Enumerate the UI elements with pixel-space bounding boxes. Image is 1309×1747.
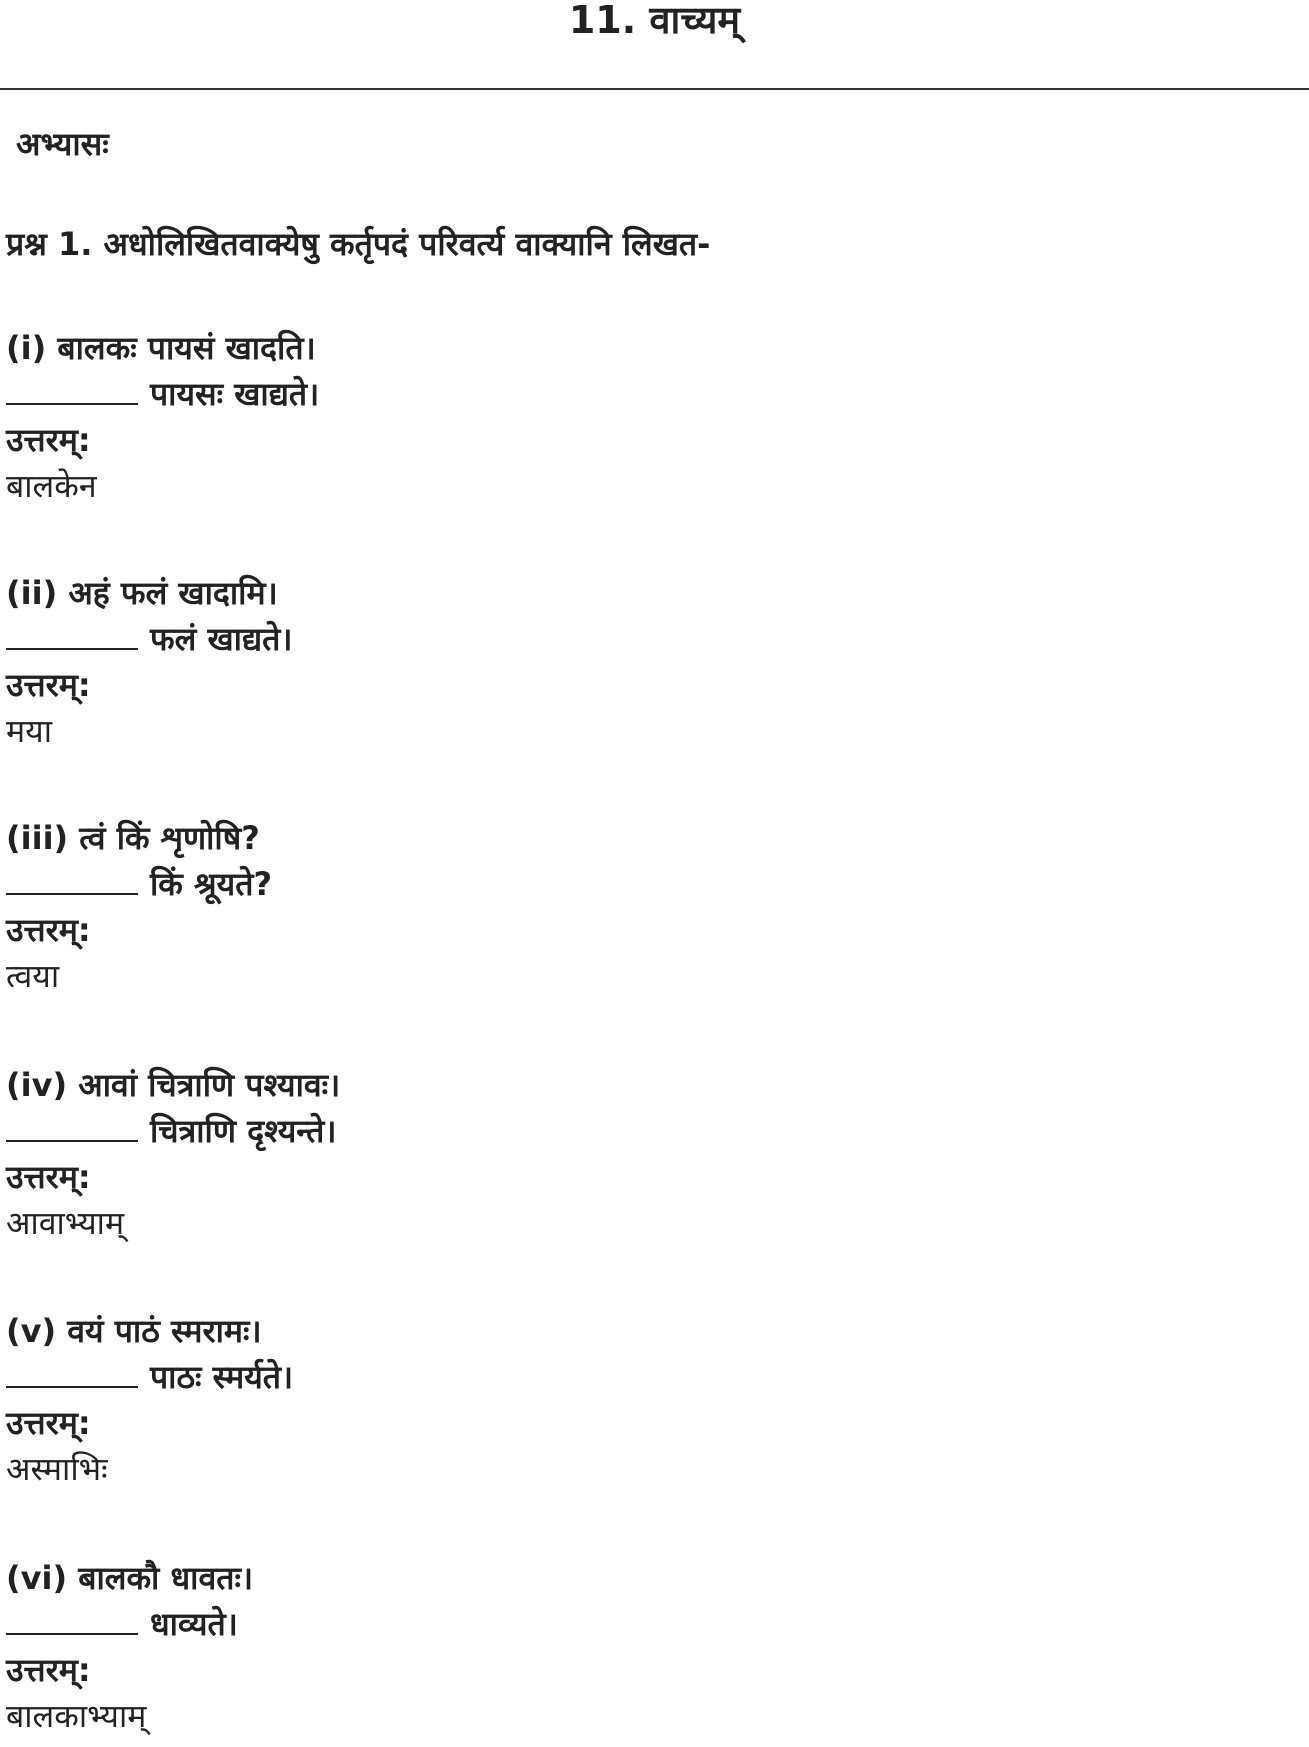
fill-blank (6, 1356, 138, 1388)
exercise-item (6, 325, 1296, 509)
answer-text: मया (6, 712, 52, 750)
title-divider (0, 88, 1309, 90)
passive-sentence (6, 1601, 1296, 1647)
exercise-item (6, 1062, 1296, 1246)
fill-blank (6, 1603, 138, 1635)
passive-sentence (6, 616, 1296, 662)
exercise-item (6, 570, 1296, 754)
exercise-sentence: (i) बालकः पायसं खादति। (6, 329, 316, 367)
exercise-sentence: (iii) त्वं किं शृणोषि? (6, 819, 260, 857)
question-heading: प्रश्न 1. अधोलिखितवाक्येषु कर्तृपदं परिवर्त्य वाक्यानि लिखत- (6, 225, 711, 263)
passive-sentence-text: किं श्रूयते? (150, 865, 273, 903)
passive-sentence-text: पायसः खाद्यते। (150, 375, 320, 413)
exercise-sentence: (vi) बालकौ धावतः। (6, 1559, 254, 1597)
answer-text: बालकेन (6, 467, 97, 505)
fill-blank (6, 1110, 138, 1142)
page-title: 11. वाच्यम् (568, 0, 741, 42)
answer-label: उत्तरम्: (6, 666, 91, 704)
answer-label: उत्तरम्: (6, 421, 91, 459)
answer-text: बालकाभ्याम् (6, 1697, 147, 1735)
passive-sentence (6, 1354, 1296, 1400)
answer-label: उत्तरम्: (6, 1158, 91, 1196)
answer-text: त्वया (6, 957, 60, 995)
fill-blank (6, 618, 138, 650)
exercise-sentence: (iv) आवां चित्राणि पश्यावः। (6, 1066, 341, 1104)
exercise-sentence: (ii) अहं फलं खादामि। (6, 574, 278, 612)
exercise-item (6, 1555, 1296, 1739)
answer-label: उत्तरम्: (6, 911, 91, 949)
passive-sentence (6, 371, 1296, 417)
exercise-item (6, 815, 1296, 999)
passive-sentence-text: धाव्यते। (150, 1605, 238, 1643)
passive-sentence-text: फलं खाद्यते। (150, 620, 293, 658)
answer-text: आवाभ्याम् (6, 1204, 125, 1242)
answer-label: उत्तरम्: (6, 1404, 91, 1442)
passive-sentence (6, 1108, 1296, 1154)
exercise-sentence: (v) वयं पाठं स्मरामः। (6, 1312, 262, 1350)
fill-blank (6, 863, 138, 895)
exercise-item (6, 1308, 1296, 1492)
answer-text: अस्माभिः (6, 1450, 108, 1488)
passive-sentence (6, 861, 1296, 907)
passive-sentence-text: चित्राणि दृश्यन्ते। (150, 1112, 337, 1150)
answer-label: उत्तरम्: (6, 1651, 91, 1689)
section-heading: अभ्यासः (16, 125, 109, 163)
fill-blank (6, 373, 138, 405)
passive-sentence-text: पाठः स्मर्यते। (150, 1358, 294, 1396)
